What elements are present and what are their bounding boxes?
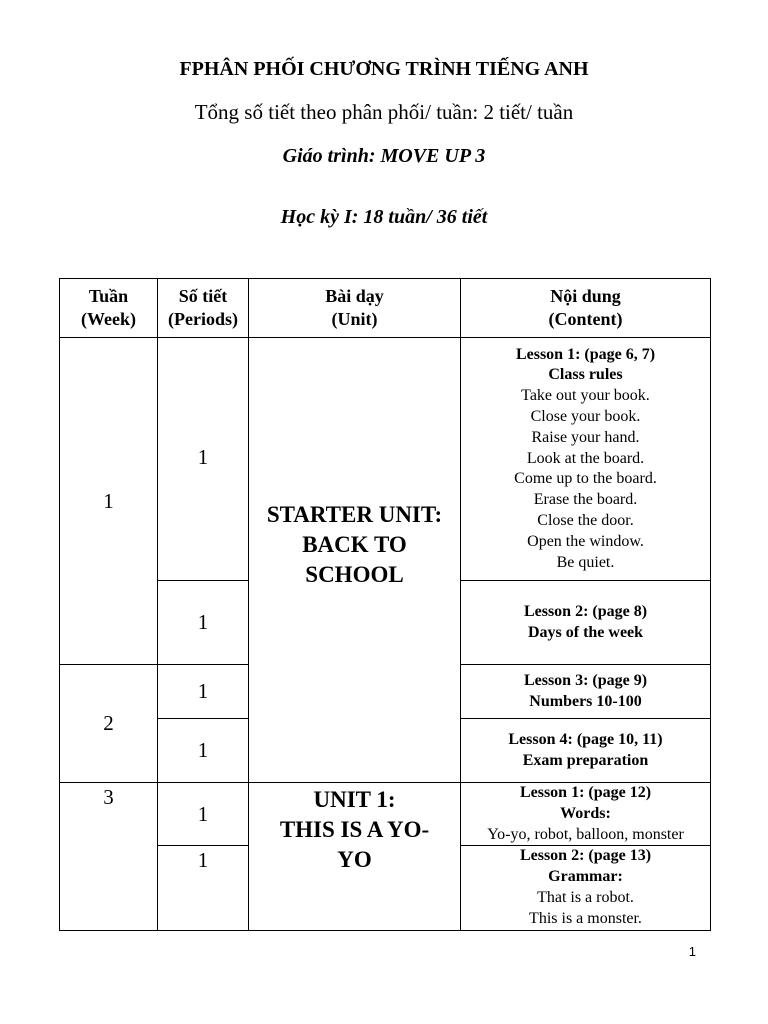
week-cell: 2: [60, 665, 158, 783]
periods-cell: 1: [158, 846, 249, 930]
document-title: FPHÂN PHỐI CHƯƠNG TRÌNH TIẾNG ANH: [179, 58, 589, 80]
lesson-title: Lesson 1: (page 6, 7): [515, 345, 656, 363]
lesson-item: Erase the board.: [533, 491, 638, 509]
lesson-topic: Words:: [560, 804, 611, 822]
week-cell: 3: [60, 783, 158, 931]
lesson-topic: Days of the week: [527, 623, 644, 641]
lesson-title: Lesson 1: (page 12): [519, 784, 652, 801]
unit-cell: STARTER UNIT: BACK TO SCHOOL: [249, 338, 461, 783]
lesson-item: Close your book.: [530, 408, 641, 425]
lesson-item: Open the window.: [527, 532, 644, 550]
content-cell: [461, 719, 711, 783]
semester-info: Học kỳ I: 18 tuần/ 36 tiết: [280, 206, 488, 228]
periods-cell: 1: [158, 719, 249, 783]
table-row: [60, 783, 711, 846]
table-header-row: [60, 279, 711, 338]
content-cell: [461, 338, 711, 581]
lesson-item: Raise your hand.: [531, 428, 640, 446]
lesson-item: Look at the board.: [526, 449, 645, 467]
lesson-item: Take out your book.: [521, 387, 650, 405]
content-cell: [461, 846, 711, 930]
content-cell: [461, 581, 711, 665]
lesson-topic: Exam preparation: [522, 751, 649, 769]
lesson-item: Come up to the board.: [514, 470, 657, 488]
lesson-item: Be quiet.: [556, 553, 615, 571]
lesson-topic: Numbers 10-100: [529, 692, 642, 710]
content-cell: [461, 783, 711, 846]
textbook-name: Giáo trình: MOVE UP 3: [282, 145, 486, 167]
unit-cell: UNIT 1: THIS IS A YO- YO: [249, 783, 461, 931]
periods-cell: 1: [158, 783, 249, 846]
periods-cell: 1: [158, 581, 249, 665]
curriculum-table: [59, 278, 711, 931]
lesson-title: Lesson 3: (page 9): [523, 671, 648, 689]
lesson-title: Lesson 4: (page 10, 11): [508, 730, 663, 748]
lesson-item: This is a monster.: [529, 909, 642, 927]
header-week: Tuần (Week): [60, 279, 158, 338]
document-subtitle: Tổng số tiết theo phân phối/ tuần: 2 tiết/ tuần: [194, 100, 574, 124]
header-periods: Số tiết (Periods): [158, 279, 249, 338]
lesson-title: Lesson 2: (page 13): [519, 847, 652, 865]
periods-cell: 1: [158, 338, 249, 581]
periods-cell: 1: [158, 665, 249, 719]
content-cell: [461, 665, 711, 719]
lesson-topic: Grammar:: [548, 868, 623, 886]
lesson-title: Lesson 2: (page 8): [523, 602, 648, 620]
lesson-item: Close the door.: [537, 511, 634, 529]
table-row: [60, 338, 711, 581]
page-number: 1: [688, 944, 696, 959]
header-unit: Bài dạy (Unit): [249, 279, 461, 338]
week-cell: 1: [60, 338, 158, 665]
lesson-item: Yo-yo, robot, balloon, monster: [487, 825, 684, 843]
header-content: Nội dung (Content): [461, 279, 711, 338]
lesson-topic: Class rules: [548, 366, 623, 384]
lesson-item: That is a robot.: [537, 888, 634, 906]
